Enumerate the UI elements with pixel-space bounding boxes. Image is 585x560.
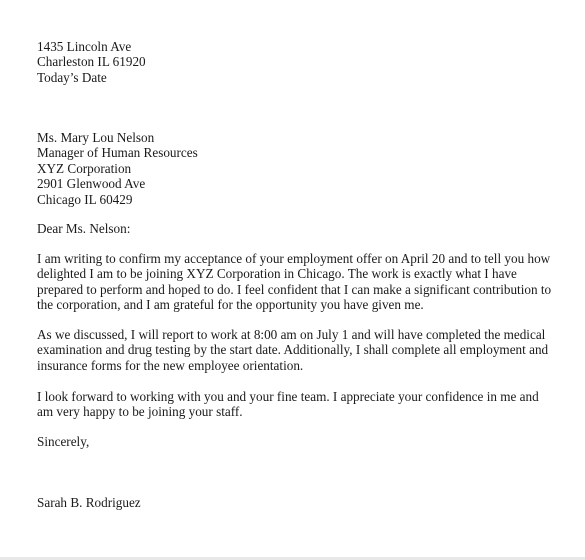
recipient-street: 2901 Glenwood Ave (37, 176, 146, 192)
paragraph-line: prepared to perform and hoped to do. I feel confident that I can make a significant contribution to (37, 281, 552, 297)
letter-date: Today’s Date (37, 69, 107, 85)
signature (37, 495, 567, 510)
sender-address (37, 39, 567, 85)
recipient-name: Ms. Mary Lou Nelson (37, 130, 155, 145)
paragraph-line: insurance forms for the new employee orientation. (37, 357, 304, 373)
sender-street: 1435 Lincoln Ave (37, 39, 132, 54)
paragraph-line: delighted I am to be joining XYZ Corporation in Chicago. The work is exactly what I have (37, 266, 517, 282)
recipient-title: Manager of Human Resources (37, 145, 198, 161)
paragraph-line: the corporation, and I am grateful for the opportunity you have given me. (37, 297, 424, 313)
recipient-address (37, 130, 567, 207)
paragraph-line: As we discussed, I will report to work at 8:00 am on July 1 and will have completed the medical (37, 327, 546, 342)
body-paragraph-2 (37, 327, 567, 373)
salutation-text: Dear Ms. Nelson: (37, 221, 131, 236)
paragraph-line: I look forward to working with you and your fine team. I appreciate your confidence in me and (37, 389, 539, 404)
closing-text: Sincerely, (37, 434, 90, 449)
paragraph-line: am very happy to be joining your staff. (37, 404, 243, 420)
paragraph-line: I am writing to confirm my acceptance of your employment offer on April 20 and to tell you how (37, 251, 551, 266)
body-paragraph-3 (37, 389, 567, 420)
recipient-company: XYZ Corporation (37, 160, 132, 176)
body-paragraph-1 (37, 251, 567, 313)
paragraph-line: examination and drug testing by the start date. Additionally, I shall complete all employment and (37, 342, 549, 358)
sender-city: Charleston IL 61920 (37, 54, 146, 70)
recipient-city: Chicago IL 60429 (37, 191, 133, 207)
salutation (37, 221, 567, 236)
closing (37, 434, 567, 449)
signature-name: Sarah B. Rodriguez (37, 495, 141, 510)
